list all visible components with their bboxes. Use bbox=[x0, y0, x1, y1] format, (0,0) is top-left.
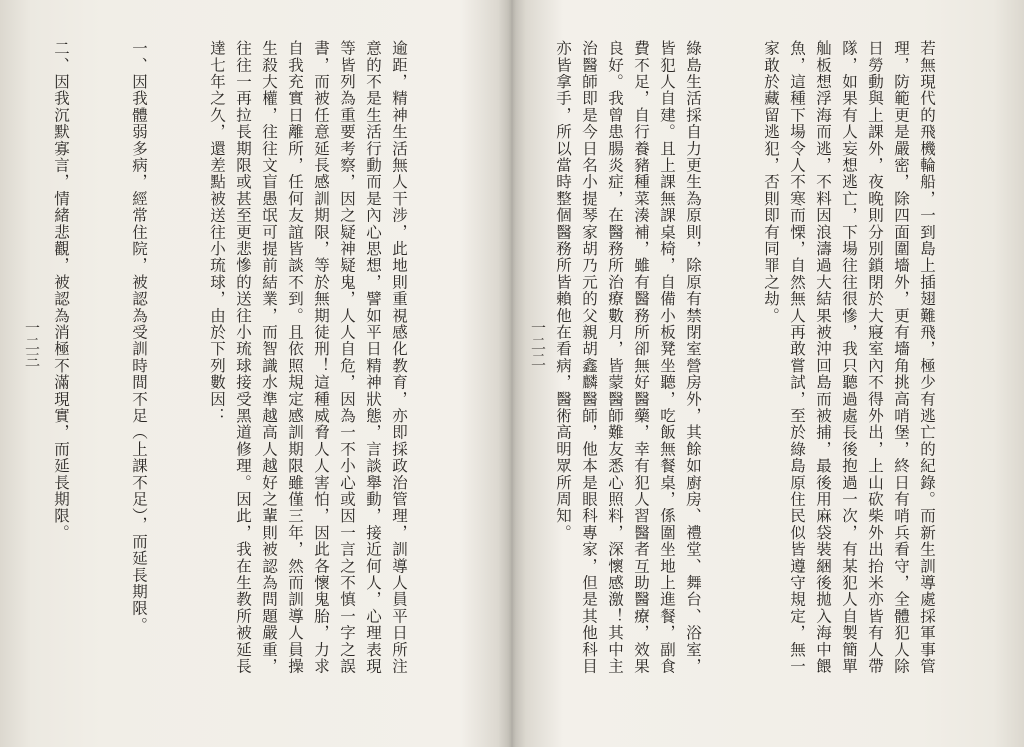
right-paragraph: 若無現代的飛機輪船，一到島上插翅難飛，極少有逃亡的紀錄。而新生訓導處採軍事管理，防範更是嚴密，除四面圍墻外，更有墻角挑高哨堡，終日有哨兵看守，全體犯人除日勞動與上課外，夜晚則分別鎖閉於大寢室內不得外出，上山砍柴外出抬米亦皆有人帶隊，如果有人妄想逃亡，下場往往很慘，我只聽過處長後抱過一次，有某犯人自製簡單舢板想浮海而逃，不料因浪濤過大結果被沖回島而被捕，最後用麻袋裝綑後拋入海中餵魚，這種下場令人不寒而慄，自然無人再敢嘗試，至於綠島原住民似皆遵守規定，無一家敢於藏留逃犯，否則即有同罪之劫。 bbox=[762, 40, 936, 675]
right-page-text bbox=[552, 40, 992, 690]
right-paragraph: 綠島生活採自力更生為原則，除原有禁閉室營房外，其餘如廚房、禮堂、舞台、浴室，皆犯人自建。且上課無課桌椅，自備小板凳坐聽，吃飯無餐桌，係圍坐地上進餐，副食費不足，自行養豬種菜湊補，雖有醫務所卻無好醫藥，幸有犯人習醫者互助醫療，效果良好。我曾患腸炎症，在醫務所治療數月，皆蒙醫師難友悉心照料，深懷感激！其中主治醫師即是今日名小提琴家胡乃元的父親胡鑫麟醫師，他本是眼科專家，但是其他科目亦皆拿手，所以當時整個醫務所皆賴他在看病，醫術高明眾所周知。 bbox=[554, 40, 702, 675]
left-page-text bbox=[44, 40, 464, 690]
left-paragraph: 逾距，精神生活無人干涉，此地則重視感化教育，亦即採政治管理，訓導人員平日所注意的不是生活行動而是內心思想，譬如平日精神狀態，言談舉動，接近何人，心理表現等皆列為重要考察，因之疑神疑鬼，人人自危，因為一不小心或因一言之不慎一字之誤書，而被任意延長感訓期限，等於無期徒刑！這種威脅人人害怕，因此各懷鬼胎，力求自我充實日離所，任何友誼皆談不到。且依照規定感訓期限雖僅三年，然而訓導人員操生殺大權，往往文盲愚氓可提前結業，而智識水準越高人越好之輩則被認為問題嚴重，往往一再拉長期限或甚至更悲慘的送往小琉球接受黑道修理。因此，我在生教所被延長達七年之久，還差點被送往小琉球，由於下列數因： bbox=[208, 40, 408, 675]
left-list-item: 一、因我體弱多病，經常住院，被認為受訓時間不足（上課不足），而延長期限。 bbox=[130, 40, 148, 634]
book-gutter bbox=[498, 0, 526, 747]
right-page bbox=[512, 0, 1024, 747]
right-page-number: 一二二 bbox=[529, 320, 547, 368]
left-page-number: 一二三 bbox=[23, 320, 41, 368]
left-list-item: 二、因我沉默寡言，情緒悲觀，被認為消極不滿現實，而延長期限。 bbox=[52, 40, 70, 541]
